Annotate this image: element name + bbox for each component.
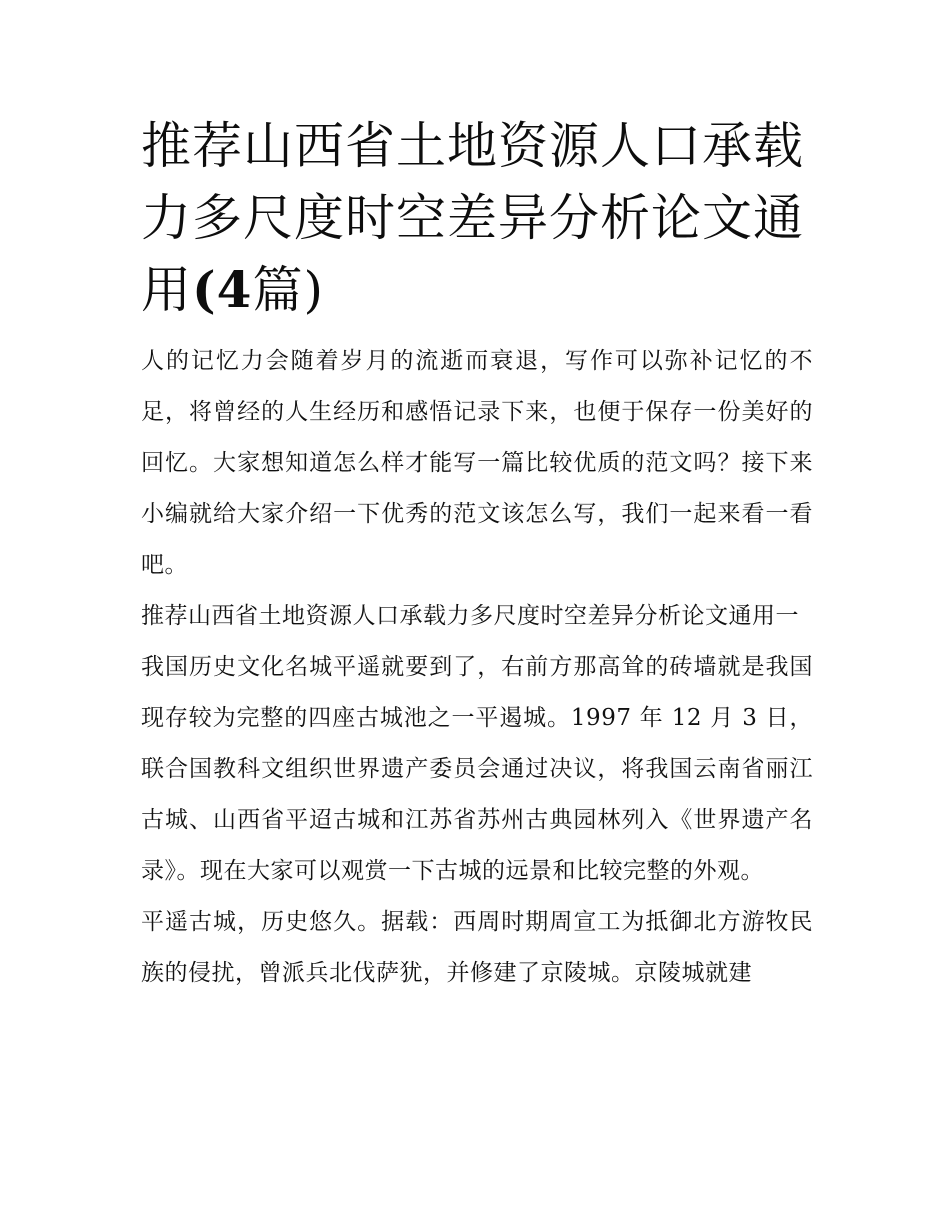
document-title (141, 110, 813, 326)
title-text-end: 篇) (252, 261, 324, 319)
section-heading: 推荐山西省土地资源人口承载力多尺度时空差异分析论文通用一 (141, 603, 799, 629)
intro-paragraph: 人的记忆力会随着岁月的流逝而衰退，写作可以弥补记忆的不足，将曾经的人生经历和感悟记录下来，也便于保存一份美好的回忆。大家想知道怎么样才能写一篇比较优质的范文吗？接下来小编就给大家介绍一下优秀的范文该怎么写，我们一起来看一看吧。 (141, 348, 813, 578)
title-text-main: 推荐山西省土地资源人口承载力多尺度时空差异分析论文通用 (141, 117, 804, 319)
body-paragraph: 平遥古城，历史悠久。据载：西周时期周宣工为抵御北方游牧民族的侵扰，曾派兵北伐萨犹，并修建了京陵城。京陵城就建 (141, 909, 813, 986)
document-page (141, 110, 813, 999)
title-count: (4 (192, 260, 253, 319)
body-paragraph: 我国历史文化名城平遥就要到了，右前方那高耸的砖墙就是我国现存较为完整的四座古城池之一平遏城。1997 年 12 月 3 日，联合国教科文组织世界遗产委员会通过决议，将我国云南省丽江古城、山西省平迢古城和江苏省苏州古典园林列入《世界遗产名录》。现在大家可以观赏一下古城的远景和比较完整的外观。 (141, 654, 813, 884)
